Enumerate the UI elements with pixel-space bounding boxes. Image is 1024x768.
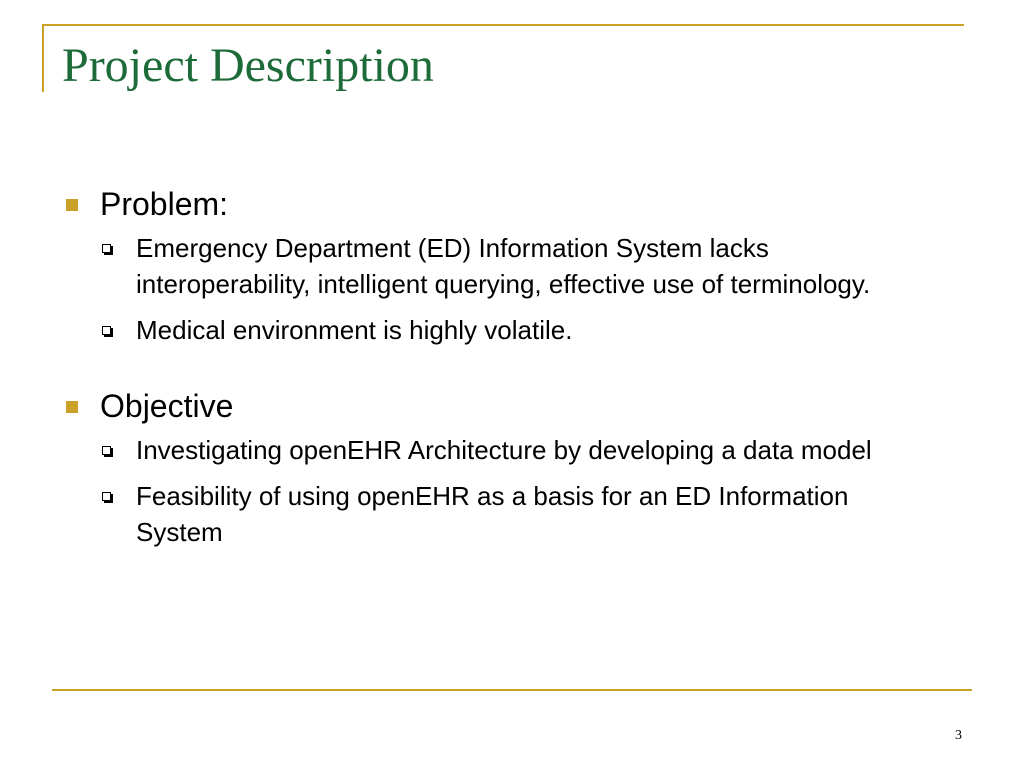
sub-bullet-text: Feasibility of using openEHR as a basis for an ED Information System (136, 481, 849, 547)
sub-bullet-text: Investigating openEHR Architecture by developing a data model (136, 435, 872, 465)
hollow-square-bullet-icon (102, 244, 111, 253)
sub-bullet-text: Medical environment is highly volatile. (136, 315, 573, 345)
bullet-item-objective (60, 384, 950, 428)
hollow-square-bullet-icon (102, 326, 111, 335)
sub-bullet-item (60, 312, 950, 348)
section-problem (60, 182, 950, 348)
title-frame-top-line (42, 24, 964, 26)
section-objective (60, 384, 950, 550)
problem-sublist (60, 230, 950, 348)
slide-content (60, 182, 950, 550)
title-frame-left-line (42, 24, 44, 92)
section-heading: Objective (100, 388, 234, 424)
slide-title: Project Description (62, 39, 434, 92)
sub-bullet-item (60, 230, 950, 302)
square-bullet-icon (66, 199, 78, 211)
objective-sublist (60, 432, 950, 550)
sub-bullet-text: Emergency Department (ED) Information System lacks interoperability, intelligent querying, effective use of terminology. (136, 233, 871, 299)
hollow-square-bullet-icon (102, 492, 111, 501)
slide-number: 3 (955, 728, 962, 743)
square-bullet-icon (66, 401, 78, 413)
footer-divider (52, 689, 972, 691)
bullet-item-problem (60, 182, 950, 226)
hollow-square-bullet-icon (102, 446, 111, 455)
sub-bullet-item (60, 432, 950, 468)
section-heading: Problem: (100, 186, 229, 222)
sub-bullet-item (60, 478, 950, 550)
